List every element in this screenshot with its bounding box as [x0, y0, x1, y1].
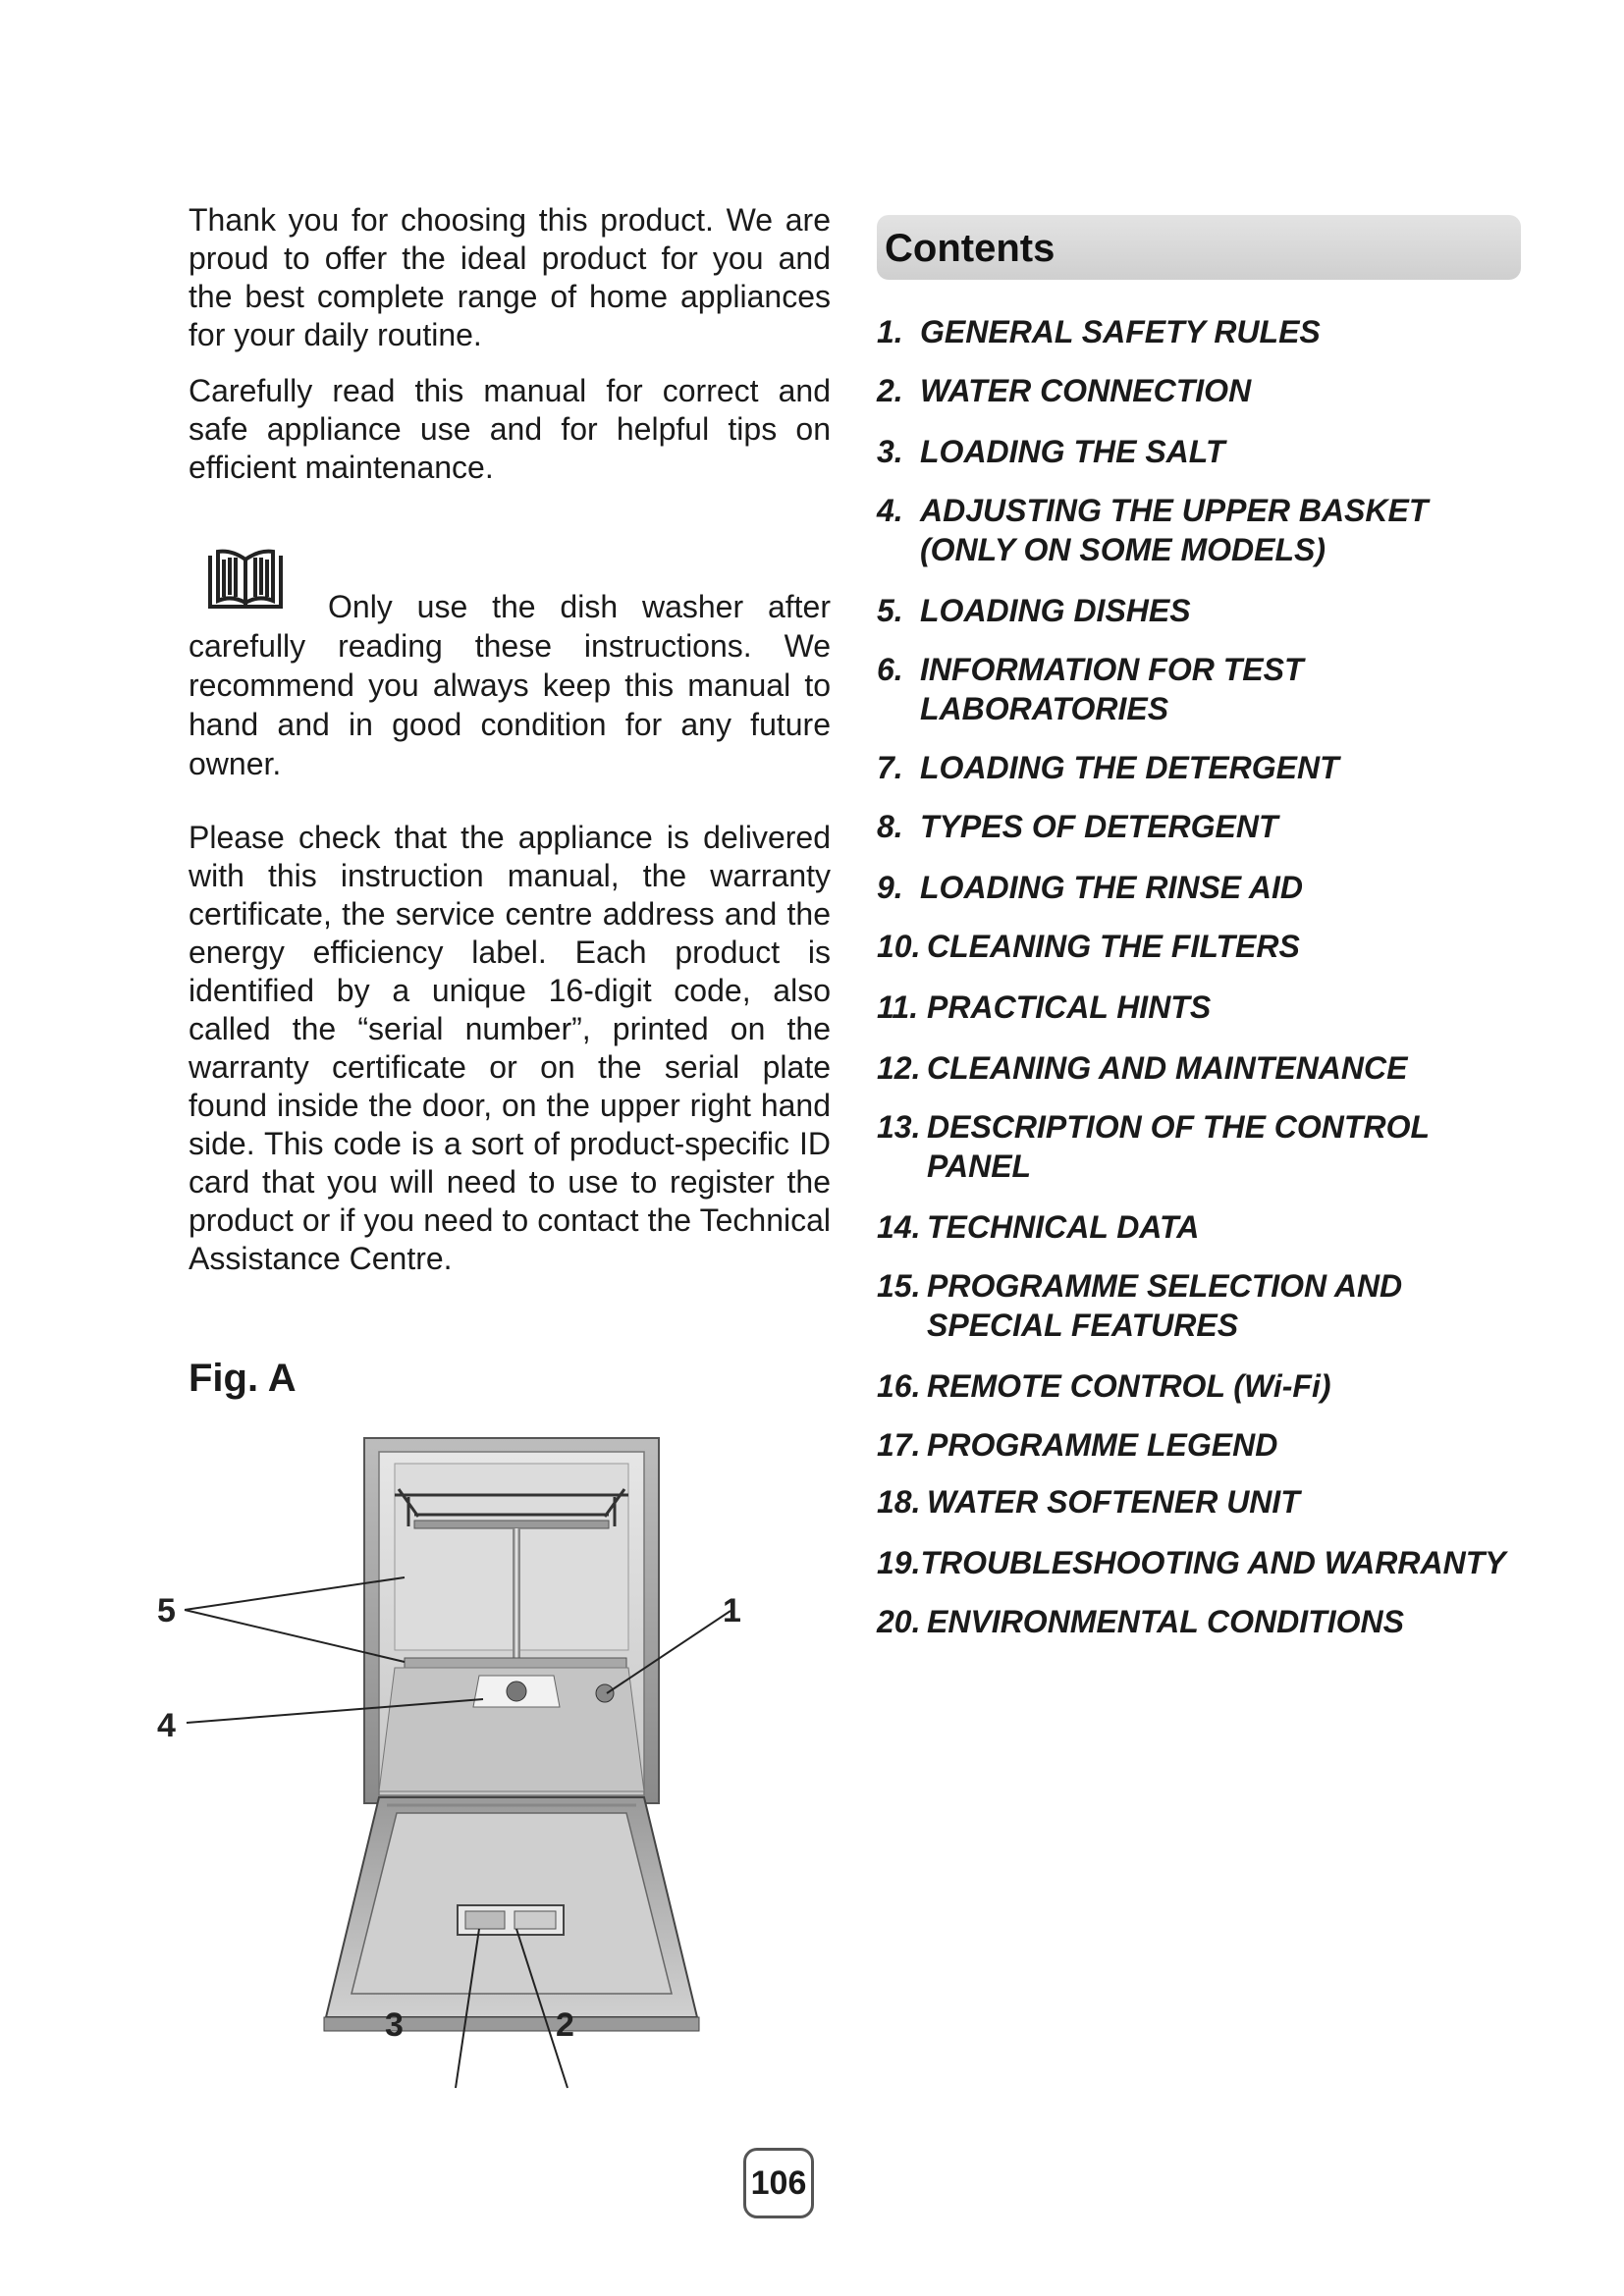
toc-item: [877, 1207, 1199, 1247]
toc-item-label-continued: PANEL: [927, 1148, 1032, 1184]
toc-item-label: CLEANING THE FILTERS: [927, 929, 1300, 964]
toc-item-label: WATER SOFTENER UNIT: [927, 1484, 1300, 1520]
toc-item-label: TROUBLESHOOTING AND WARRANTY: [920, 1545, 1506, 1580]
toc-item-number: 16.: [877, 1368, 921, 1404]
toc-item: [877, 1425, 1277, 1465]
toc-item-label: CLEANING AND MAINTENANCE: [927, 1050, 1408, 1086]
toc-item: [877, 1107, 1430, 1186]
contents-title: Contents: [885, 227, 1056, 270]
callout-1: 1: [723, 1592, 741, 1629]
toc-item: [877, 1366, 1331, 1406]
toc-item-number: 2.: [877, 373, 903, 408]
toc-item-number: 20.: [877, 1604, 921, 1639]
open-book-icon: [206, 546, 285, 614]
toc-item-number: 10.: [877, 929, 921, 964]
toc-item: [877, 927, 1300, 966]
toc-item: [877, 1266, 1402, 1345]
toc-item: [877, 807, 1277, 846]
toc-item-number: 11.: [877, 989, 919, 1025]
toc-item-number: 4.: [877, 493, 903, 528]
toc-item: [877, 748, 1339, 787]
toc-item-label: GENERAL SAFETY RULES: [920, 314, 1321, 349]
page-number: 106: [743, 2148, 814, 2218]
toc-item-label: LOADING DISHES: [920, 593, 1191, 628]
figure-title: Fig. A: [189, 1357, 297, 1400]
toc-item: [877, 868, 1303, 907]
toc-item: [877, 491, 1428, 569]
toc-item: [877, 1602, 1404, 1641]
toc-item: [877, 312, 1321, 351]
callout-2: 2: [556, 2006, 574, 2044]
contents-header: [877, 215, 1521, 280]
toc-item-number: 17.: [877, 1427, 921, 1463]
toc-item-number: 9.: [877, 870, 903, 905]
toc-item-label: PROGRAMME LEGEND: [927, 1427, 1278, 1463]
intro-paragraph-serial-number: Please check that the appliance is delivered with this instruction manual, the warranty certificate, the service centre address and the energy efficiency label. Each product is identified by a unique 16-digit code, also called the “serial number”, printed on the warranty certificate or on the serial plate found inside the door, on the upper right hand side. This code is a sort of product-specific ID card that you will need to use to register the product or if you need to contact the Technical Assistance Centre.: [189, 820, 831, 1276]
toc-item-label: LOADING THE DETERGENT: [920, 750, 1339, 785]
intro-paragraph-usage-notice: Only use the dish washer after carefully reading these instructions. We recommend you always keep this manual to hand and in good condition for any future owner.: [189, 589, 831, 781]
toc-item: [877, 591, 1191, 630]
toc-item-number: 12.: [877, 1050, 921, 1086]
toc-item-number: 6.: [877, 652, 903, 687]
toc-item-label-continued: LABORATORIES: [920, 691, 1169, 726]
toc-item-label: ADJUSTING THE UPPER BASKET: [920, 493, 1429, 528]
toc-item-number: 15.: [877, 1268, 921, 1304]
toc-item-number: 19.: [877, 1545, 921, 1580]
toc-item-label: DESCRIPTION OF THE CONTROL: [927, 1109, 1430, 1145]
toc-item-label-continued: SPECIAL FEATURES: [927, 1308, 1239, 1343]
toc-item-number: 18.: [877, 1484, 921, 1520]
toc-item-label: LOADING THE SALT: [920, 434, 1225, 469]
toc-item-label-continued: (ONLY ON SOME MODELS): [920, 532, 1326, 567]
toc-item-label: PRACTICAL HINTS: [927, 989, 1212, 1025]
toc-item: [877, 432, 1225, 471]
toc-item-label: TECHNICAL DATA: [927, 1209, 1200, 1245]
toc-item-number: 3.: [877, 434, 903, 469]
toc-item-number: 14.: [877, 1209, 921, 1245]
dishwasher-door: [324, 1797, 699, 2031]
dishwasher-cabinet: [364, 1438, 659, 1803]
toc-item-label: PROGRAMME SELECTION AND: [927, 1268, 1403, 1304]
manual-notice: [189, 546, 831, 783]
callout-5: 5: [157, 1592, 176, 1629]
callout-3: 3: [385, 2006, 404, 2044]
toc-item-number: 1.: [877, 314, 903, 349]
intro-paragraph-thanks: Thank you for choosing this product. We are proud to offer the ideal product for you and the best complete range of home appliances for your daily routine.: [189, 202, 831, 352]
toc-item-number: 5.: [877, 593, 903, 628]
toc-item-label: WATER CONNECTION: [920, 373, 1252, 408]
toc-item: [877, 1048, 1407, 1088]
toc-item-number: 8.: [877, 809, 903, 844]
toc-item: [877, 1543, 1506, 1582]
toc-item-label: LOADING THE RINSE AID: [920, 870, 1303, 905]
toc-item: [877, 371, 1251, 410]
toc-item-label: INFORMATION FOR TEST: [920, 652, 1304, 687]
intro-paragraph-read-manual: Carefully read this manual for correct and safe appliance use and for helpful tips on efficient maintenance.: [189, 373, 831, 485]
toc-item-number: 7.: [877, 750, 903, 785]
toc-item-number: 13.: [877, 1109, 921, 1145]
toc-item-label: TYPES OF DETERGENT: [920, 809, 1278, 844]
toc-item-label: ENVIRONMENTAL CONDITIONS: [927, 1604, 1404, 1639]
toc-item-label: REMOTE CONTROL (Wi-Fi): [927, 1368, 1331, 1404]
toc-item: [877, 1482, 1300, 1522]
callout-4: 4: [157, 1707, 176, 1744]
toc-item: [877, 650, 1303, 728]
intro-column: [189, 201, 831, 487]
dishwasher-figure: [157, 1428, 772, 2056]
toc-item: [877, 988, 1211, 1027]
